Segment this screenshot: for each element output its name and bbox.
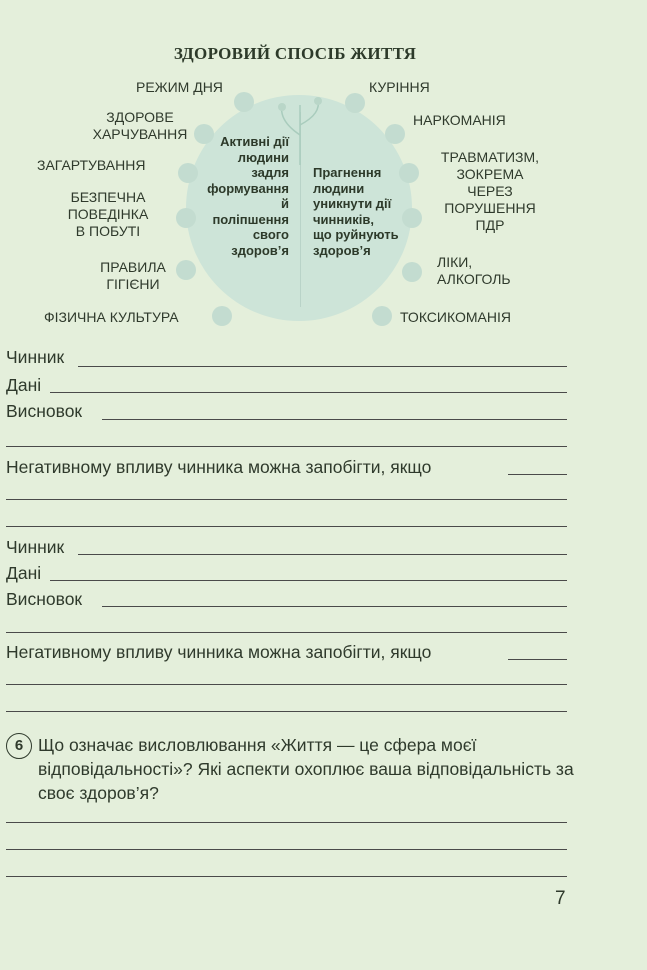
circle-dot (345, 93, 365, 113)
data-answer-line-2[interactable] (50, 580, 567, 581)
term-smoking: КУРІННЯ (369, 79, 430, 95)
answer-line[interactable] (6, 446, 567, 447)
center-left-text: Активні дії людини задля формування й поліпшення свого здоров’я (207, 134, 289, 258)
circle-dot (212, 306, 232, 326)
center-right-text: Прагнення людини уникнути дії чинників, що руйнують здоров’я (313, 165, 399, 258)
circle-dot (402, 262, 422, 282)
answer-line[interactable] (6, 632, 567, 633)
term-safe-behavior: БЕЗПЕЧНА ПОВЕДІНКА В ПОБУТІ (67, 189, 149, 239)
term-injuries: ТРАВМАТИЗМ, ЗОКРЕМА ЧЕРЕЗ ПОРУШЕННЯ ПДР (440, 149, 540, 233)
prevention-answer-line-2[interactable] (508, 659, 567, 660)
data-answer-line-1[interactable] (50, 392, 567, 393)
page-number: 7 (555, 888, 566, 909)
question-number-badge: 6 (6, 733, 32, 759)
circle-dot (385, 124, 405, 144)
conclusion-answer-line-2[interactable] (102, 606, 567, 607)
factor-answer-line-1[interactable] (78, 366, 567, 367)
circle-dot (234, 92, 254, 112)
term-daily-routine: РЕЖИМ ДНЯ (136, 79, 223, 95)
answer-line[interactable] (6, 711, 567, 712)
answer-line[interactable] (6, 499, 567, 500)
circle-dot (399, 163, 419, 183)
circle-dot (372, 306, 392, 326)
answer-line[interactable] (6, 822, 567, 823)
factor-label-1: Чинник (6, 347, 65, 367)
answer-line[interactable] (6, 684, 567, 685)
circle-dot (402, 208, 422, 228)
prevention-label-1: Негативному впливу чинника можна запобігти, якщо (6, 457, 432, 477)
answer-line[interactable] (6, 526, 567, 527)
term-physical-culture: ФІЗИЧНА КУЛЬТУРА (44, 309, 179, 325)
page-title: ЗДОРОВИЙ СПОСІБ ЖИТТЯ (173, 44, 417, 63)
factor-label-2: Чинник (6, 537, 65, 557)
term-healthy-eating: ЗДОРОВЕ ХАРЧУВАННЯ (92, 109, 188, 142)
conclusion-label-1: Висновок (6, 401, 83, 421)
data-label-1: Дані (6, 375, 42, 395)
question-text: Що означає висловлювання «Життя — це сфера моєї відповідальності»? Які аспекти охоплює ваша відповідальність за своє здоров’я? (38, 735, 574, 803)
term-hardening: ЗАГАРТУВАННЯ (37, 157, 146, 173)
prevention-label-2: Негативному впливу чинника можна запобігти, якщо (6, 642, 432, 662)
term-drug-addiction: НАРКОМАНІЯ (413, 112, 506, 128)
answer-line[interactable] (6, 849, 567, 850)
prevention-answer-line-1[interactable] (508, 474, 567, 475)
data-label-2: Дані (6, 563, 42, 583)
term-medicine-alcohol: ЛІКИ, АЛКОГОЛЬ (437, 254, 511, 287)
term-substance-abuse: ТОКСИКОМАНІЯ (400, 309, 511, 325)
factor-answer-line-2[interactable] (78, 554, 567, 555)
conclusion-label-2: Висновок (6, 589, 83, 609)
term-hygiene: ПРАВИЛА ГІГІЄНИ (100, 259, 166, 292)
conclusion-answer-line-1[interactable] (102, 419, 567, 420)
answer-line[interactable] (6, 876, 567, 877)
